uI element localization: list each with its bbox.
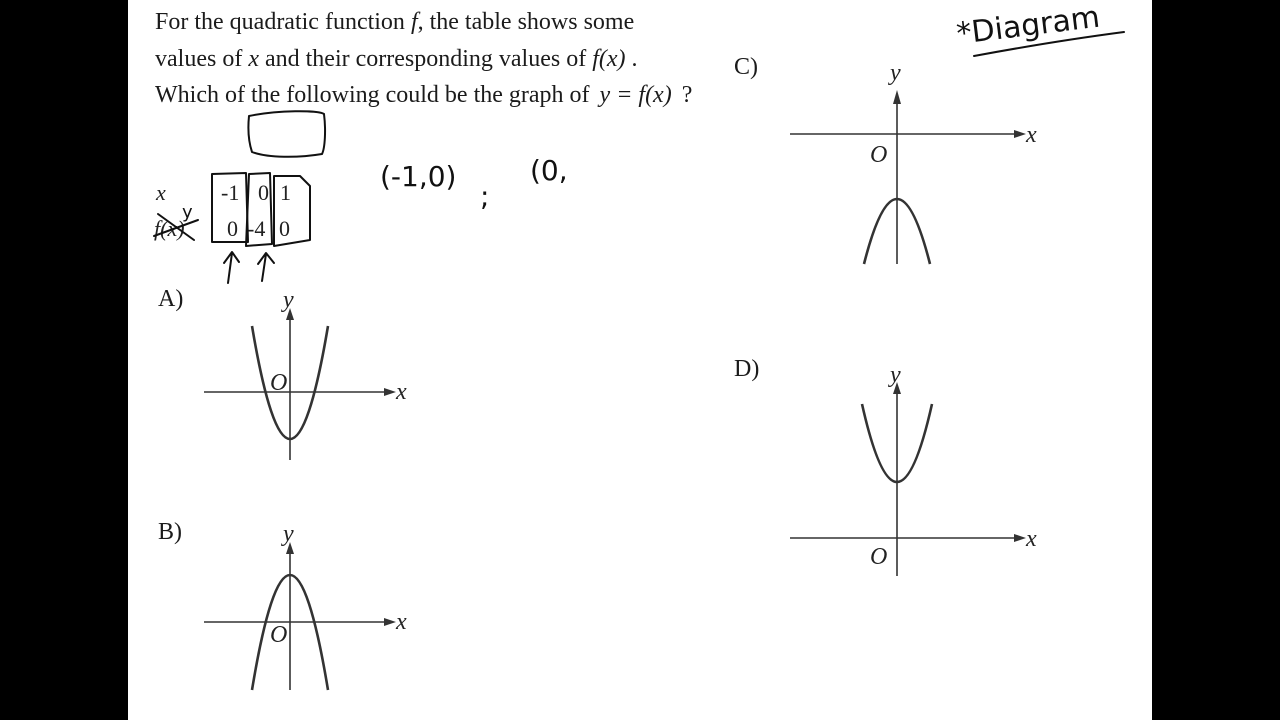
table-column-box-stroke xyxy=(246,173,272,246)
up-arrow-icon xyxy=(224,252,239,283)
origin-label: O xyxy=(870,544,888,570)
table-x-value: 0 xyxy=(258,180,269,205)
table-label-correction: y xyxy=(182,202,193,223)
handwritten-annotations xyxy=(128,0,1152,720)
x-axis-label: x xyxy=(396,609,407,635)
y-axis-label: y xyxy=(283,521,294,547)
diagram-note: *Diagram xyxy=(954,0,1102,52)
table-fx-value: 0 xyxy=(279,216,290,241)
x-axis-label: x xyxy=(1026,122,1037,148)
table-fx-value: 0 xyxy=(227,216,238,241)
y-axis-label: y xyxy=(890,362,901,388)
x-axis-label: x xyxy=(396,379,407,405)
up-arrow-icon xyxy=(258,253,274,281)
table-fx-value: -4 xyxy=(247,216,266,241)
option-d-label: D) xyxy=(734,356,760,382)
table-x-value: -1 xyxy=(221,180,240,205)
origin-label: O xyxy=(270,622,288,648)
x-axis-label: x xyxy=(1026,526,1037,552)
y-axis-label: y xyxy=(283,287,294,313)
option-c-label: C) xyxy=(734,54,758,80)
question-text: For the quadratic function f, the table shows some values of x and their corresponding values of f(x) . Which of the following could be the graph of y = f(x) ? xyxy=(155,4,695,114)
origin-label: O xyxy=(870,142,888,168)
option-b-label: B) xyxy=(158,519,182,545)
worksheet-page xyxy=(128,0,1152,720)
expression-box-stroke xyxy=(248,111,325,157)
handwritten-separator: ; xyxy=(480,180,490,213)
handwritten-point-2: (0, xyxy=(530,154,568,187)
table-column-box-stroke xyxy=(212,173,248,242)
y-axis-label: y xyxy=(890,60,901,86)
origin-label: O xyxy=(270,370,288,396)
handwritten-point-1: (-1,0) xyxy=(380,160,457,193)
table-row-label-x: x xyxy=(156,180,166,205)
table-row-label-fx: f(x) xyxy=(154,216,185,241)
table-column-box-stroke xyxy=(274,176,310,246)
option-a-label: A) xyxy=(158,286,184,312)
boxed-expression: y = f(x) xyxy=(599,82,672,108)
table-x-value: 1 xyxy=(280,180,291,205)
